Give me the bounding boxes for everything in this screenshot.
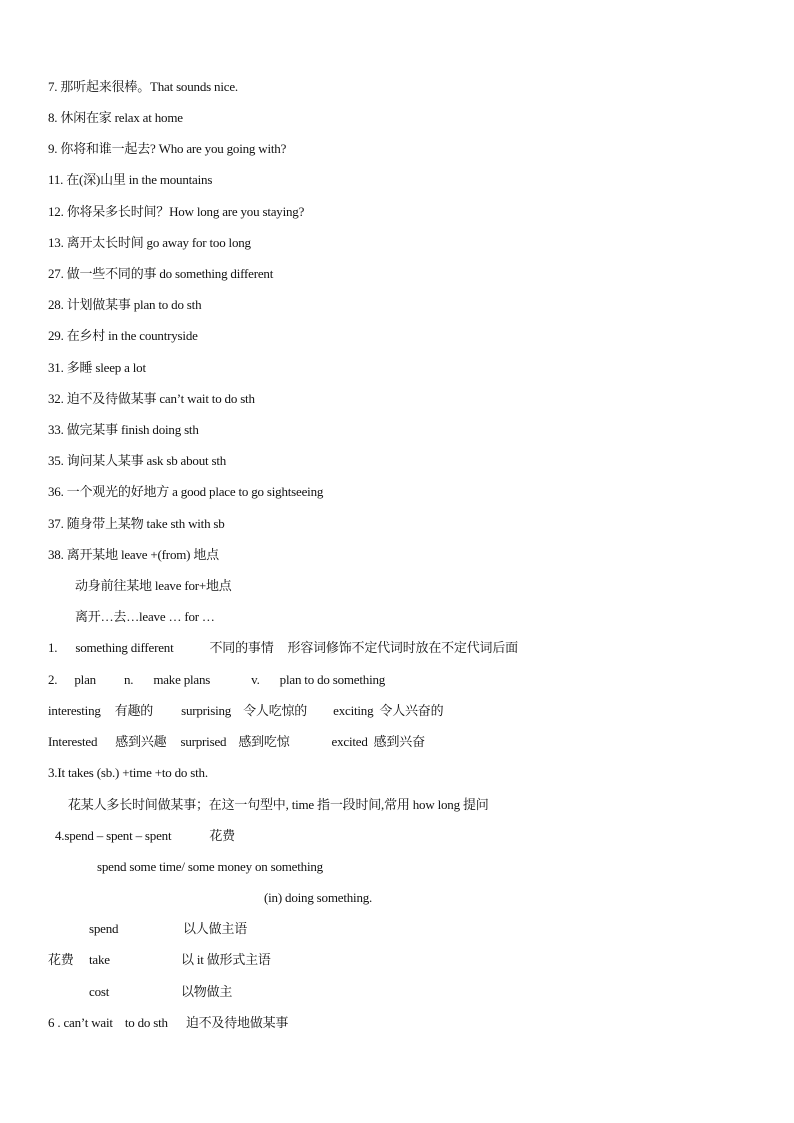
note-4-verb-forms: 4.spend – spent – spent xyxy=(55,828,172,843)
note-2-pos-noun: n. xyxy=(123,672,134,687)
phrase-13: 13. 离开太长时间 go away for too long xyxy=(48,235,251,250)
compare-verb-spend: spend xyxy=(89,921,119,936)
phrase-29: 29. 在乡村 in the countryside xyxy=(48,328,198,343)
adj-excited-meaning: 感到兴奋 xyxy=(373,734,425,749)
note-2-verb-phrase: plan to do something xyxy=(279,672,386,687)
note-2-number: 2. xyxy=(48,672,58,687)
adj-interested-meaning: 感到兴趣 xyxy=(115,734,167,749)
phrase-37: 37. 随身带上某物 take sth with sb xyxy=(48,516,225,531)
note-4-title xyxy=(55,827,235,845)
note-3-title: 3.It takes (sb.) +time +to do sth. xyxy=(48,765,208,780)
adj-interesting-meaning: 有趣的 xyxy=(114,703,154,718)
phrase-28: 28. 计划做某事 plan to do sth xyxy=(48,297,202,312)
note-4-pattern-2: (in) doing something. xyxy=(264,890,373,905)
note-6 xyxy=(48,1014,288,1032)
compare-rule-spend: 以人做主语 xyxy=(183,921,248,936)
phrase-9: 9. 你将和谁一起去? Who are you going with? xyxy=(48,141,287,156)
adj-excited: excited xyxy=(331,734,368,749)
note-4-meaning: 花费 xyxy=(209,828,235,843)
note-3-explanation: 花某人多长时间做某事；在这一句型中, time 指一段时间,常用 how long 提问 xyxy=(68,797,489,812)
adj-surprising: surprising xyxy=(181,703,232,718)
compare-verb-cost: cost xyxy=(89,984,110,999)
phrase-35: 35. 询问某人某事 ask sb about sth xyxy=(48,453,227,468)
adjective-row-ed xyxy=(48,733,425,751)
note-6-title: 6 . can’t wait xyxy=(48,1015,113,1030)
note-2-pos-verb: v. xyxy=(251,672,260,687)
note-2-noun-phrase: make plans xyxy=(153,672,211,687)
note-6-phrase: to do sth xyxy=(124,1015,168,1030)
phrase-12: 12. 你将呆多长时间？How long are you staying? xyxy=(48,204,305,219)
phrase-36: 36. 一个观光的好地方 a good place to go sightseeing xyxy=(48,484,324,499)
compare-row-spend xyxy=(89,920,118,938)
phrase-7: 7. 那听起来很棒。That sounds nice. xyxy=(48,79,238,94)
adj-surprised-meaning: 感到吃惊 xyxy=(238,734,290,749)
adj-exciting: exciting xyxy=(333,703,374,718)
adjective-row-ing xyxy=(48,702,443,720)
note-1-meaning: 不同的事情 xyxy=(209,640,274,655)
compare-verb-take: take xyxy=(89,952,110,967)
note-2-word: plan xyxy=(74,672,96,687)
phrase-31: 31. 多睡 sleep a lot xyxy=(48,360,146,375)
phrase-32: 32. 迫不及待做某事 can’t wait to do sth xyxy=(48,391,255,406)
note-4-pattern-1: spend some time/ some money on something xyxy=(97,859,323,874)
adj-interesting: interesting xyxy=(48,703,101,718)
compare-rule-take: 以 it 做形式主语 xyxy=(181,952,271,967)
adj-exciting-meaning: 令人兴奋的 xyxy=(379,703,444,718)
note-1 xyxy=(48,639,518,657)
note-1-phrase: something different xyxy=(75,640,174,655)
note-1-number: 1. xyxy=(48,640,58,655)
phrase-8: 8. 休闲在家 relax at home xyxy=(48,110,183,125)
note-6-meaning: 迫不及待地做某事 xyxy=(185,1015,289,1030)
phrase-38: 38. 离开某地 leave +(from) 地点 xyxy=(48,547,219,562)
note-1-rule: 形容词修饰不定代词时放在不定代词后面 xyxy=(287,640,518,655)
phrase-38-sub2: 离开…去…leave … for … xyxy=(75,609,215,624)
adj-surprised: surprised xyxy=(180,734,227,749)
phrase-38-sub1: 动身前往某地 leave for+地点 xyxy=(75,578,232,593)
compare-label: 花费 xyxy=(48,952,74,967)
note-2 xyxy=(48,671,385,689)
phrase-33: 33. 做完某事 finish doing sth xyxy=(48,422,199,437)
adj-interested: Interested xyxy=(48,734,98,749)
phrase-27: 27. 做一些不同的事 do something different xyxy=(48,266,274,281)
phrase-11: 11. 在(深)山里 in the mountains xyxy=(48,172,213,187)
compare-rule-cost: 以物做主 xyxy=(181,984,233,999)
adj-surprising-meaning: 令人吃惊的 xyxy=(243,703,308,718)
